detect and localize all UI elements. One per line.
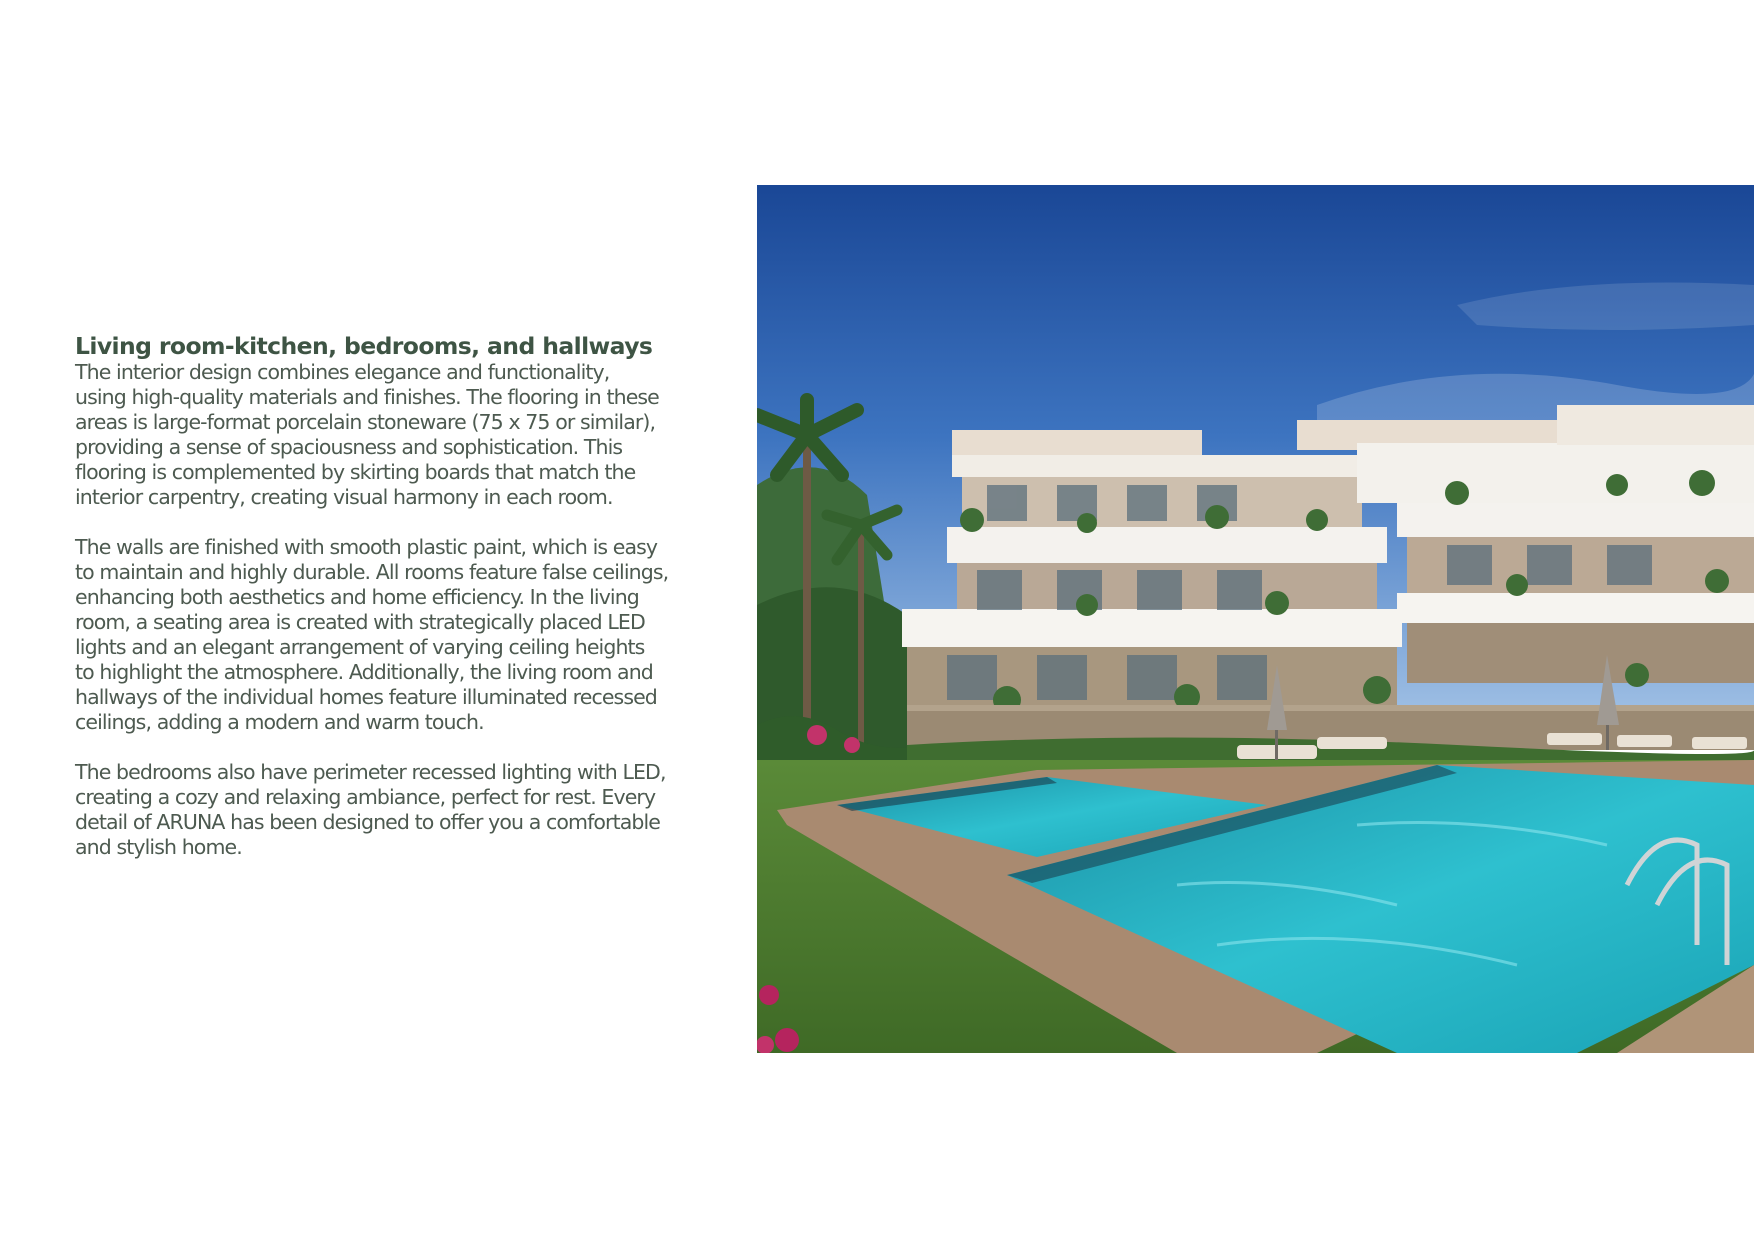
paragraph-line: flooring is complemented by skirting boards that match the — [75, 460, 636, 484]
paragraph-line: providing a sense of spaciousness and sophistication. This — [75, 435, 623, 459]
paragraph-line: The interior design combines elegance and functionality, — [75, 360, 610, 384]
building-pool-photo — [757, 185, 1754, 1053]
paragraph-line: lights and an elegant arrangement of varying ceiling heights — [75, 635, 645, 659]
paragraph-line: detail of ARUNA has been designed to offer you a comfortable — [75, 810, 660, 834]
paragraph-line: room, a seating area is created with strategically placed LED — [75, 610, 645, 634]
paragraph-line: hallways of the individual homes feature illuminated recessed — [75, 685, 657, 709]
paragraph-line: ceilings, adding a modern and warm touch. — [75, 710, 484, 734]
paragraph-line: interior carpentry, creating visual harmony in each room. — [75, 485, 613, 509]
paragraph-walls-ceilings — [75, 535, 735, 735]
paragraph-line: and stylish home. — [75, 835, 242, 859]
paragraph-line: enhancing both aesthetics and home efficiency. In the living — [75, 585, 639, 609]
photo-illustration — [757, 185, 1754, 1053]
paragraph-line: areas is large-format porcelain stoneware (75 x 75 or similar), — [75, 410, 656, 434]
paragraph-spacer — [75, 735, 735, 760]
paragraph-line: creating a cozy and relaxing ambiance, perfect for rest. Every — [75, 785, 656, 809]
text-column — [75, 332, 735, 860]
paragraph-line: to highlight the atmosphere. Additionally, the living room and — [75, 660, 653, 684]
paragraph-spacer — [75, 510, 735, 535]
paragraph-line: The walls are finished with smooth plastic paint, which is easy — [75, 535, 658, 559]
paragraph-flooring — [75, 360, 735, 510]
paragraph-line: The bedrooms also have perimeter recessed lighting with LED, — [75, 760, 666, 784]
paragraph-bedrooms — [75, 760, 735, 860]
paragraph-line: to maintain and highly durable. All rooms feature false ceilings, — [75, 560, 669, 584]
paragraph-line: using high-quality materials and finishes. The flooring in these — [75, 385, 659, 409]
section-heading: Living room-kitchen, bedrooms, and hallways — [75, 332, 653, 360]
